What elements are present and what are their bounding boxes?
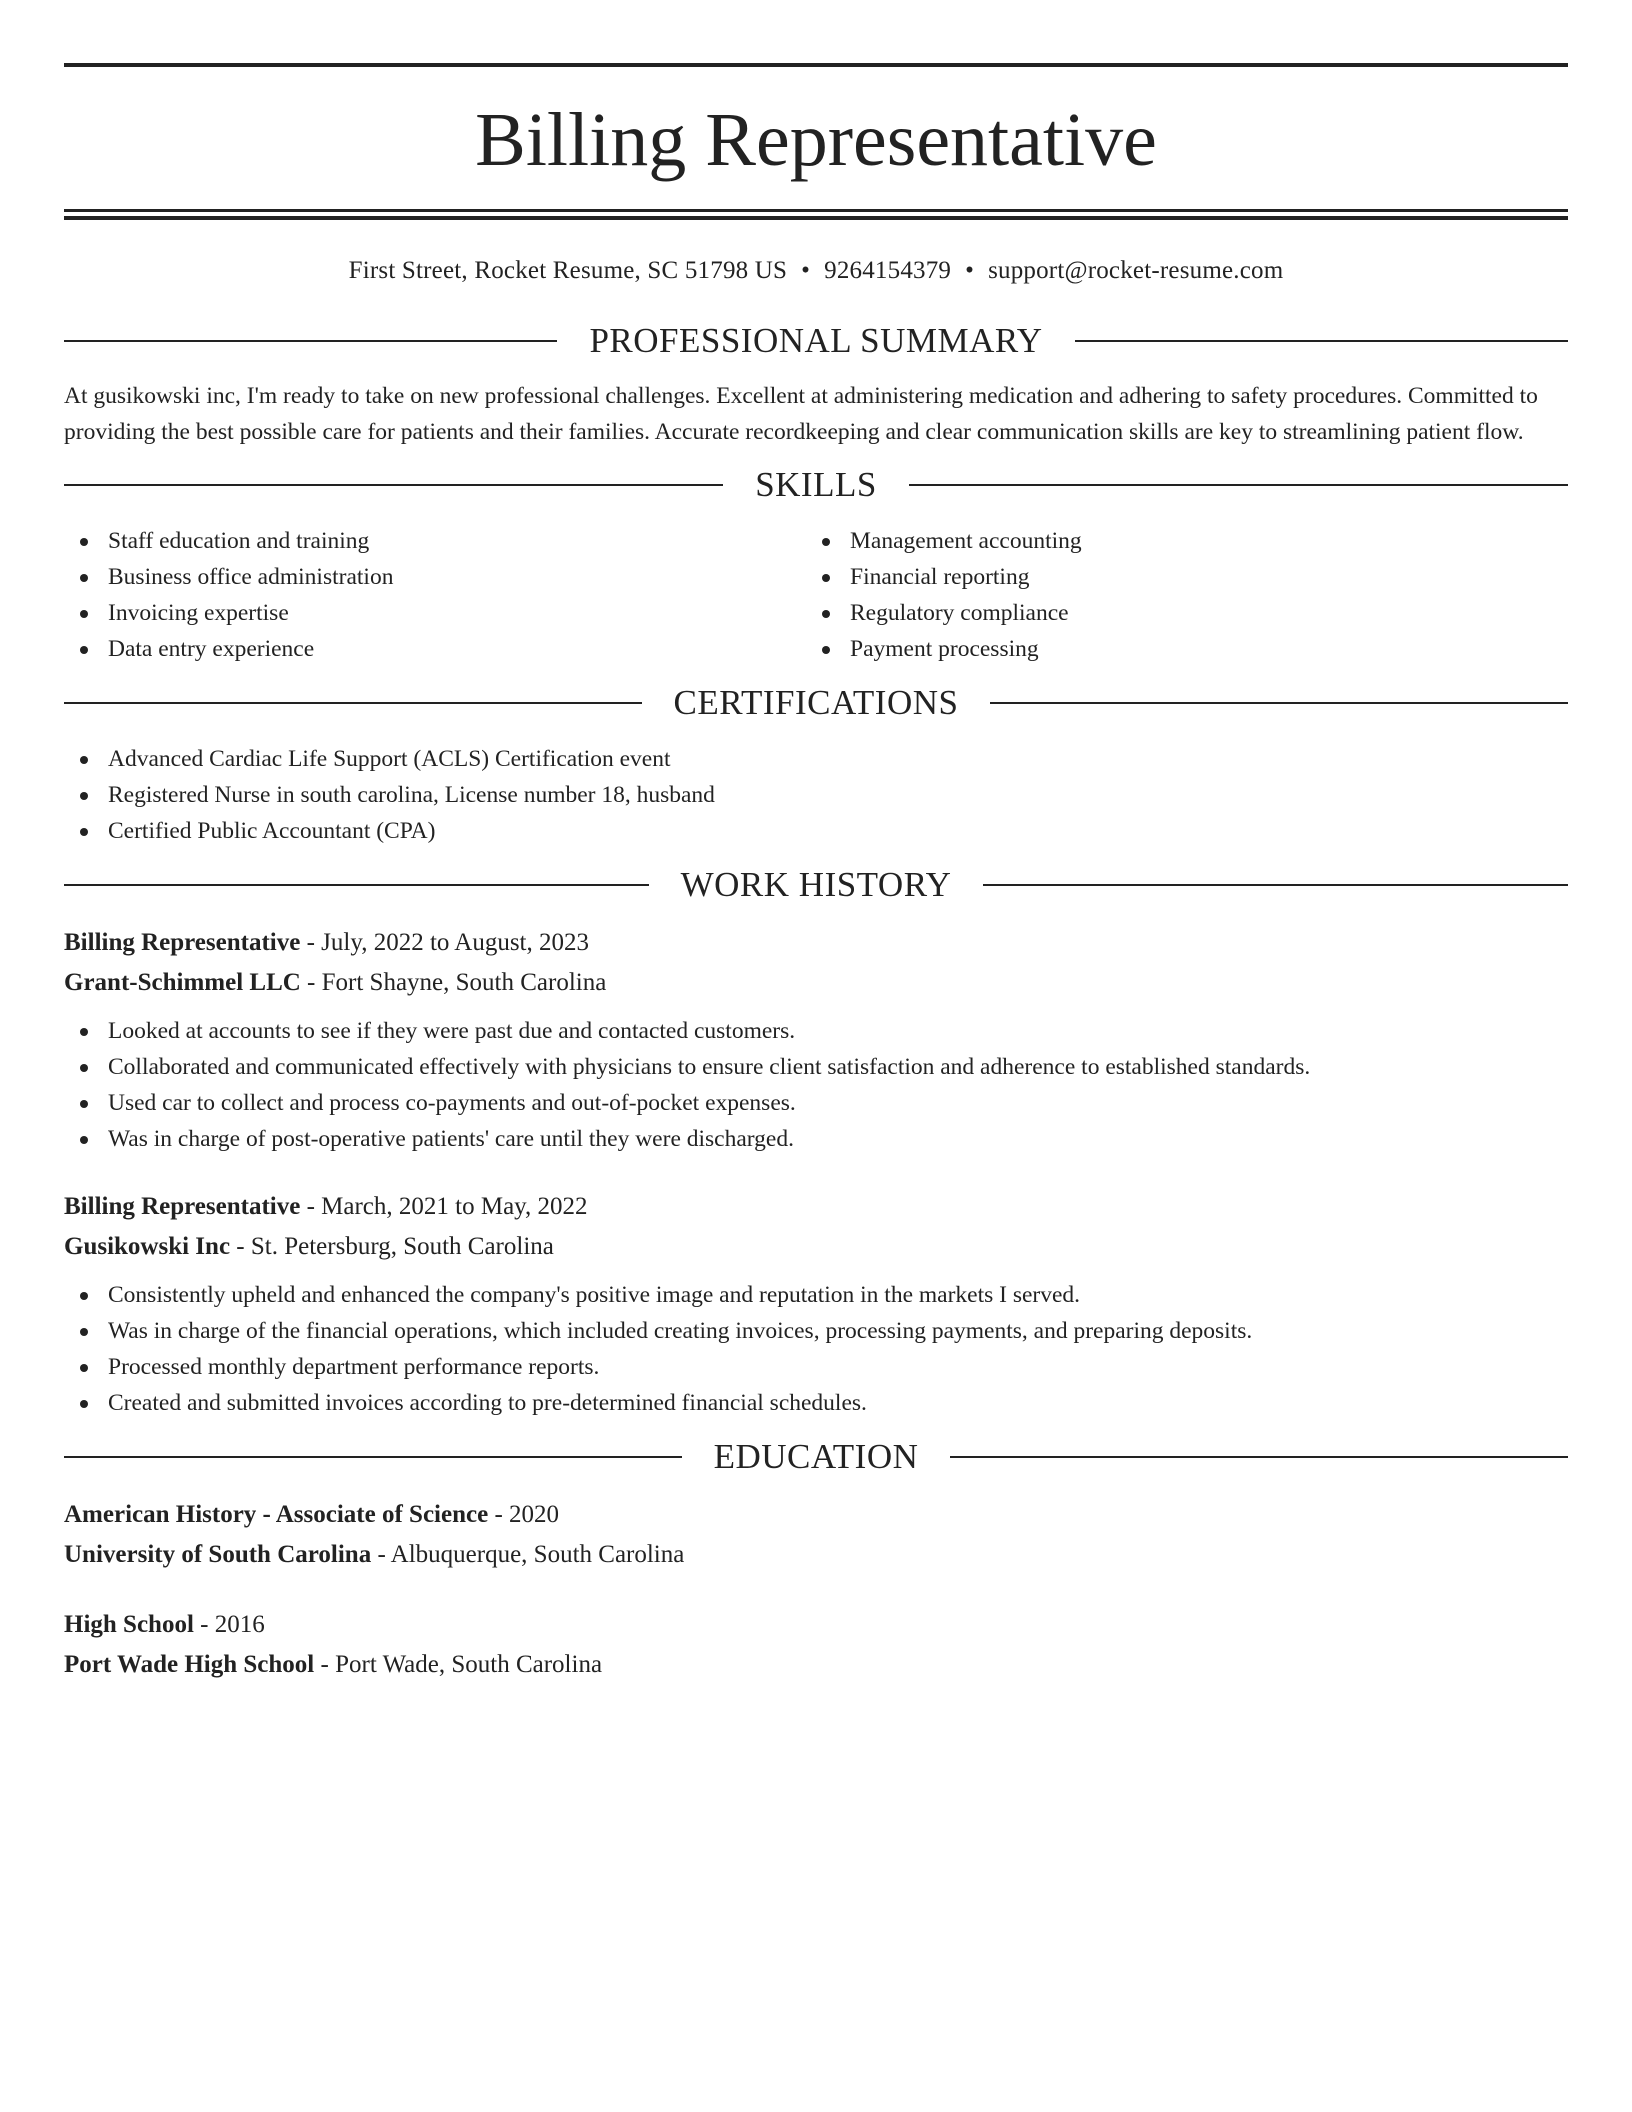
education-degree: High School xyxy=(64,1611,194,1638)
certification-item: Registered Nurse in south carolina, License number 18, husband xyxy=(64,777,1568,813)
skill-item: Data entry experience xyxy=(64,631,806,667)
job-bullet: Looked at accounts to see if they were past due and contacted customers. xyxy=(64,1013,1568,1049)
section-heading-education xyxy=(64,1435,1568,1479)
contact-address: First Street, Rocket Resume, SC 51798 US xyxy=(348,257,788,284)
job-dates: - July, 2022 to August, 2023 xyxy=(300,929,589,956)
skill-item: Financial reporting xyxy=(806,559,1568,595)
education-location: - Port Wade, South Carolina xyxy=(314,1651,603,1678)
job-bullet: Consistently upheld and enhanced the company's positive image and reputation in the markets I served. xyxy=(64,1277,1568,1313)
section-title: PROFESSIONAL SUMMARY xyxy=(589,321,1043,360)
job-bullet: Used car to collect and process co-payments and out-of-pocket expenses. xyxy=(64,1085,1568,1121)
skill-item: Regulatory compliance xyxy=(806,595,1568,631)
skills-grid xyxy=(64,523,1568,667)
heading-rule xyxy=(950,1456,1568,1458)
job-company: Grant-Schimmel LLC xyxy=(64,969,301,996)
job-bullet: Processed monthly department performance reports. xyxy=(64,1349,1568,1385)
heading-rule xyxy=(990,702,1568,704)
skill-item: Payment processing xyxy=(806,631,1568,667)
section-title: CERTIFICATIONS xyxy=(673,683,959,722)
education-degree-line xyxy=(64,1605,1568,1645)
job-bullets xyxy=(64,1277,1568,1421)
certifications-list xyxy=(64,741,1568,849)
section-title: EDUCATION xyxy=(713,1437,919,1476)
section-heading-certifications xyxy=(64,681,1568,725)
job-company-line xyxy=(64,963,1568,1003)
education-entry xyxy=(64,1495,1568,1575)
education-school-line xyxy=(64,1535,1568,1575)
section-heading-summary xyxy=(64,319,1568,363)
job-entry xyxy=(64,923,1568,1157)
skill-item: Staff education and training xyxy=(64,523,806,559)
job-bullet: Created and submitted invoices according to pre-determined financial schedules. xyxy=(64,1385,1568,1421)
job-bullet: Collaborated and communicated effectively with physicians to ensure client satisfaction and adherence to established standards. xyxy=(64,1049,1568,1085)
job-bullet: Was in charge of the financial operations, which included creating invoices, processing payments, and preparing deposits. xyxy=(64,1313,1568,1349)
job-bullet: Was in charge of post-operative patients' care until they were discharged. xyxy=(64,1121,1568,1157)
education-degree-line xyxy=(64,1495,1568,1535)
section-heading-work-history xyxy=(64,863,1568,907)
section-title: SKILLS xyxy=(755,465,877,504)
skill-item: Invoicing expertise xyxy=(64,595,806,631)
education-degree: American History - Associate of Science xyxy=(64,1501,489,1528)
page-title: Billing Representative xyxy=(475,98,1157,182)
education-location: - Albuquerque, South Carolina xyxy=(371,1541,685,1568)
heading-rule xyxy=(64,884,649,886)
summary-text: At gusikowski inc, I'm ready to take on new professional challenges. Excellent at administering medication and adhering to safety procedures. Committed to providing the best possible care for patients and their families. Accurate recordkeeping and clear communication skills are key to streamlining patient flow. xyxy=(64,383,1538,445)
education-school-line xyxy=(64,1645,1568,1685)
section-heading-skills xyxy=(64,463,1568,507)
job-bullets xyxy=(64,1013,1568,1157)
job-title-line xyxy=(64,923,1568,963)
skill-item: Business office administration xyxy=(64,559,806,595)
contact-phone: 9264154379 xyxy=(824,257,952,284)
skill-item: Management accounting xyxy=(806,523,1568,559)
education-year: - 2020 xyxy=(488,1501,560,1528)
top-rule xyxy=(64,63,1568,67)
job-dates: - March, 2021 to May, 2022 xyxy=(300,1193,588,1220)
heading-rule xyxy=(909,484,1568,486)
section-title: WORK HISTORY xyxy=(680,865,952,904)
skills-list-left xyxy=(64,523,806,667)
contact-separator: • xyxy=(965,257,975,284)
job-title: Billing Representative xyxy=(64,929,301,956)
heading-rule xyxy=(64,1456,682,1458)
heading-rule xyxy=(64,340,557,342)
contact-separator: • xyxy=(801,257,811,284)
education-entry xyxy=(64,1605,1568,1685)
contact-email: support@rocket-resume.com xyxy=(988,257,1284,284)
certification-item: Certified Public Accountant (CPA) xyxy=(64,813,1568,849)
contact-line xyxy=(64,256,1568,286)
job-title-line xyxy=(64,1187,1568,1227)
title-double-rule xyxy=(64,209,1568,220)
job-location: - St. Petersburg, South Carolina xyxy=(230,1233,554,1260)
heading-rule xyxy=(64,702,642,704)
education-year: - 2016 xyxy=(193,1611,265,1638)
heading-rule xyxy=(64,484,723,486)
skills-list-right xyxy=(806,523,1568,667)
education-school: Port Wade High School xyxy=(64,1651,315,1678)
heading-rule xyxy=(1075,340,1568,342)
job-company-line xyxy=(64,1227,1568,1267)
job-title: Billing Representative xyxy=(64,1193,301,1220)
certification-item: Advanced Cardiac Life Support (ACLS) Certification event xyxy=(64,741,1568,777)
job-company: Gusikowski Inc xyxy=(64,1233,231,1260)
education-school: University of South Carolina xyxy=(64,1541,372,1568)
job-location: - Fort Shayne, South Carolina xyxy=(300,969,607,996)
heading-rule xyxy=(983,884,1568,886)
job-entry xyxy=(64,1187,1568,1421)
